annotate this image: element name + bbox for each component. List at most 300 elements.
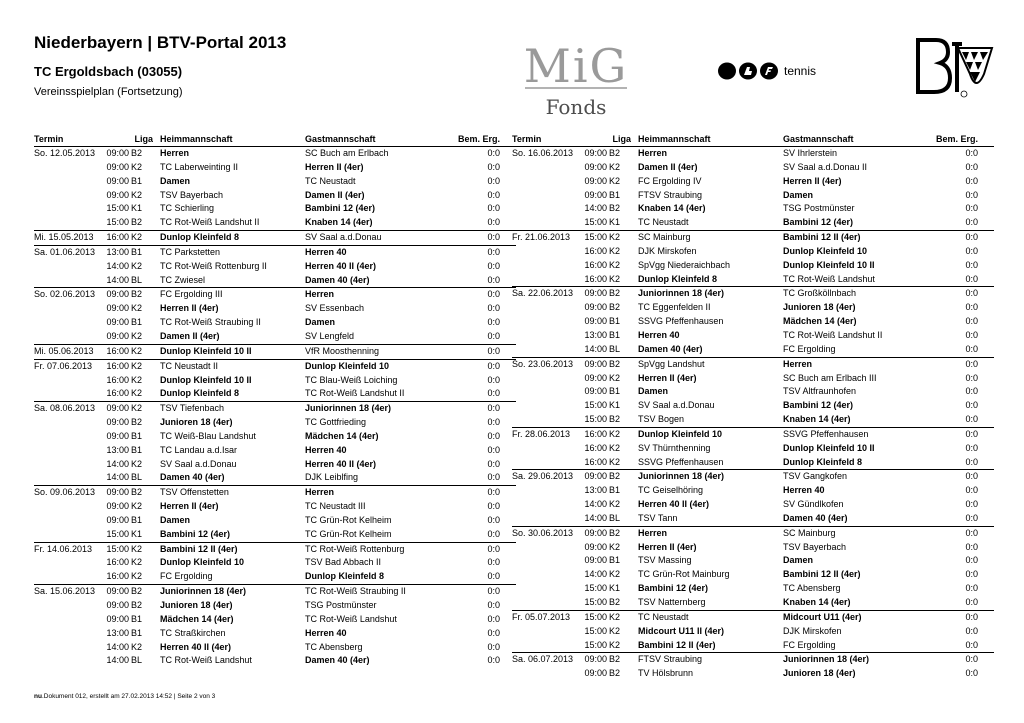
match-time: 09:00 (584, 555, 607, 566)
guest-team: TC Großköllnbach (783, 288, 857, 299)
table-row (512, 541, 994, 555)
mig-fonds-logo (521, 38, 631, 122)
match-time: 14:00 (584, 499, 607, 510)
match-liga: B2 (609, 288, 621, 299)
table-row (34, 584, 516, 599)
table-row (512, 230, 994, 245)
guest-team: SV Saal a.d.Donau (305, 232, 382, 243)
match-result: 0:0 (487, 514, 500, 525)
match-result: 0:0 (487, 189, 500, 200)
match-liga: K2 (609, 569, 621, 580)
match-liga: K2 (131, 161, 143, 172)
match-liga: B1 (609, 386, 621, 397)
footer (34, 693, 215, 700)
table-row (34, 274, 516, 288)
home-team: SV Thürnthenning (638, 442, 711, 453)
match-time: 14:00 (106, 655, 129, 666)
table-row (512, 161, 994, 175)
match-liga: K2 (131, 232, 143, 243)
match-result: 0:0 (487, 246, 500, 257)
match-liga: K2 (609, 372, 621, 383)
match-result: 0:0 (965, 625, 978, 636)
match-liga: K2 (609, 639, 621, 650)
guest-team: SV Essenbach (305, 303, 365, 314)
guest-team: DJK Leiblfing (305, 472, 359, 483)
match-liga: K2 (131, 189, 143, 200)
home-team: SV Saal a.d.Donau (160, 458, 237, 469)
table-row (512, 372, 994, 386)
match-liga: B2 (609, 203, 621, 214)
table-row (512, 427, 994, 442)
home-team: Dunlop Kleinfeld 8 (160, 232, 240, 243)
header-bem-erg: Bem. Erg. (935, 134, 978, 144)
match-date: So. 02.06.2013 (34, 289, 96, 300)
match-liga: K2 (131, 458, 143, 469)
match-time: 09:00 (106, 189, 129, 200)
match-result: 0:0 (487, 501, 500, 512)
page-title: Niederbayern | BTV-Portal 2013 (34, 33, 287, 52)
match-result: 0:0 (965, 161, 978, 172)
home-team: SV Saal a.d.Donau (638, 400, 715, 411)
home-team: FC Ergolding III (160, 289, 223, 300)
match-time: 15:00 (584, 217, 607, 228)
match-time: 13:00 (106, 444, 129, 455)
home-team: TC Straßkirchen (160, 627, 226, 638)
guest-team: SV Gündlkofen (783, 499, 844, 510)
match-liga: B1 (131, 430, 143, 441)
match-result: 0:0 (487, 528, 500, 539)
home-team: SSVG Pfeffenhausen (638, 316, 724, 327)
match-time: 09:00 (584, 386, 607, 397)
match-time: 16:00 (106, 571, 129, 582)
home-team: TC Rot-Weiß Landshut II (160, 217, 260, 228)
home-team: Herren II (4er) (638, 541, 697, 552)
match-date: So. 16.06.2013 (512, 148, 574, 158)
home-team: Midcourt U11 II (4er) (638, 625, 725, 636)
home-team: DJK Mirskofen (638, 245, 697, 256)
guest-team: Herren II (4er) (783, 175, 842, 186)
home-team: Juniorinnen 18 (4er) (638, 288, 725, 299)
match-time: 09:00 (584, 316, 607, 327)
match-result: 0:0 (487, 571, 500, 582)
match-result: 0:0 (487, 148, 500, 158)
match-result: 0:0 (965, 329, 978, 340)
match-liga: B1 (131, 627, 143, 638)
guest-team: TSV Bad Abbach II (305, 557, 382, 568)
table-row (34, 230, 516, 245)
guest-team: Bambini 12 (4er) (783, 400, 854, 411)
match-liga: K2 (609, 232, 621, 243)
guest-team: TSG Postmünster (305, 600, 377, 610)
table-row (34, 458, 516, 472)
header-termin: Termin (34, 134, 64, 144)
match-liga: B1 (131, 175, 143, 186)
home-team: SC Mainburg (638, 232, 691, 243)
match-liga: B1 (609, 555, 621, 566)
match-result: 0:0 (965, 175, 978, 186)
table-row (512, 343, 994, 357)
match-liga: K2 (609, 175, 621, 186)
match-time: 09:00 (584, 372, 607, 383)
table-row (512, 639, 994, 653)
match-result: 0:0 (487, 330, 500, 341)
match-result: 0:0 (487, 175, 500, 186)
match-liga: B2 (609, 597, 621, 607)
match-time: 16:00 (106, 374, 129, 385)
match-liga: K2 (131, 345, 143, 356)
guest-team: TC Neustadt (305, 175, 356, 186)
match-time: 14:00 (584, 343, 607, 354)
match-result: 0:0 (965, 316, 978, 327)
home-team: Mädchen 14 (4er) (160, 613, 234, 624)
match-liga: K1 (131, 203, 143, 214)
home-team: FTSV Straubing (638, 654, 703, 665)
match-time: 09:00 (584, 148, 607, 158)
table-row (34, 570, 516, 584)
home-team: TSV Bogen (638, 414, 685, 425)
match-time: 16:00 (106, 232, 129, 243)
match-date: So. 09.06.2013 (34, 487, 96, 498)
guest-team: Knaben 14 (4er) (305, 217, 373, 228)
match-date: Sa. 06.07.2013 (512, 654, 574, 665)
header-heim: Heimmannschaft (638, 134, 711, 144)
match-result: 0:0 (487, 289, 500, 300)
home-team: Dunlop Kleinfeld 8 (160, 388, 240, 399)
guest-team: Herren 40 (305, 246, 347, 257)
match-result: 0:0 (487, 655, 500, 666)
match-time: 16:00 (584, 245, 607, 256)
table-row (34, 556, 516, 570)
match-result: 0:0 (965, 400, 978, 411)
table-row (34, 260, 516, 274)
guest-team: VfR Moosthenning (305, 345, 380, 356)
match-time: 09:00 (584, 288, 607, 299)
guest-team: TC Abensberg (783, 583, 841, 594)
home-team: Juniorinnen 18 (4er) (638, 471, 725, 482)
guest-team: Herren (783, 358, 813, 369)
match-liga: K2 (131, 303, 143, 314)
table-row (34, 175, 516, 189)
match-liga: B2 (131, 289, 143, 300)
table-row (512, 301, 994, 315)
home-team: TC Landau a.d.Isar (160, 444, 238, 455)
table-row (34, 302, 516, 316)
match-result: 0:0 (487, 458, 500, 469)
match-result: 0:0 (965, 343, 978, 354)
match-liga: B2 (609, 414, 621, 425)
match-result: 0:0 (487, 543, 500, 554)
guest-team: Dunlop Kleinfeld 10 II (783, 259, 875, 270)
table-row (512, 652, 994, 667)
match-result: 0:0 (965, 372, 978, 383)
home-team: TC Eggenfelden II (638, 302, 711, 313)
guest-team: TC Rot-Weiß Landshut (783, 273, 875, 284)
home-team: TV Hölsbrunn (638, 668, 694, 679)
match-liga: K2 (609, 259, 621, 270)
table-row (512, 512, 994, 526)
match-result: 0:0 (965, 668, 978, 679)
home-team: Dunlop Kleinfeld 8 (638, 273, 718, 284)
match-result: 0:0 (965, 259, 978, 270)
guest-team: SV Ihrlerstein (783, 148, 838, 158)
match-liga: K2 (131, 330, 143, 341)
match-result: 0:0 (487, 641, 500, 652)
match-liga: B2 (131, 586, 143, 597)
match-result: 0:0 (965, 485, 978, 496)
guest-team: Mädchen 14 (4er) (305, 430, 379, 441)
table-row (512, 315, 994, 329)
table-row (512, 329, 994, 343)
guest-team: Bambini 12 II (4er) (783, 569, 861, 580)
table-row (512, 399, 994, 413)
match-date: Fr. 14.06.2013 (34, 543, 93, 554)
table-row (34, 471, 516, 485)
table-row (512, 469, 994, 484)
match-liga: K1 (609, 217, 621, 228)
guest-team: TC Gottfrieding (305, 417, 367, 428)
match-liga: K2 (131, 543, 143, 554)
match-time: 09:00 (106, 289, 129, 300)
match-time: 15:00 (106, 203, 129, 214)
home-team: TC Geiselhöring (638, 485, 704, 496)
match-result: 0:0 (487, 627, 500, 638)
match-liga: BL (131, 274, 143, 285)
guest-team: Damen 40 (4er) (783, 512, 848, 523)
btv-logo (914, 34, 994, 106)
match-time: 13:00 (584, 485, 607, 496)
footer-brand: nu (34, 693, 42, 700)
guest-team: SC Buch am Erlbach III (783, 372, 877, 383)
match-time: 14:00 (584, 569, 607, 580)
home-team: Damen (160, 175, 191, 186)
match-time: 09:00 (584, 654, 607, 665)
match-liga: B2 (131, 600, 143, 610)
table-row (34, 500, 516, 514)
match-result: 0:0 (487, 303, 500, 314)
table-row (512, 568, 994, 582)
header-liga: Liga (612, 134, 631, 144)
page-subtitle: Vereinsspielplan (Fortsetzung) (34, 86, 183, 98)
match-time: 15:00 (584, 583, 607, 594)
match-time: 16:00 (584, 456, 607, 467)
match-liga: B1 (131, 514, 143, 525)
guest-team: Mädchen 14 (4er) (783, 316, 857, 327)
match-result: 0:0 (965, 512, 978, 523)
match-liga: B1 (609, 189, 621, 200)
match-result: 0:0 (965, 245, 978, 256)
match-time: 15:00 (584, 597, 607, 607)
match-result: 0:0 (965, 148, 978, 158)
table-row (512, 456, 994, 470)
home-team: Herren 40 II (4er) (638, 499, 710, 510)
home-team: Bambini 12 II (4er) (638, 639, 716, 650)
guest-team: Juniorinnen 18 (4er) (783, 654, 870, 665)
home-team: Damen 40 (4er) (638, 343, 703, 354)
match-time: 09:00 (106, 501, 129, 512)
match-time: 15:00 (584, 639, 607, 650)
home-team: Damen 40 (4er) (160, 472, 225, 483)
home-team: FTSV Straubing (638, 189, 703, 200)
home-team: TC Rot-Weiß Straubing II (160, 317, 261, 328)
match-result: 0:0 (965, 654, 978, 665)
home-team: TSV Tiefenbach (160, 403, 225, 414)
table-row (512, 385, 994, 399)
match-result: 0:0 (965, 499, 978, 510)
match-liga: K2 (609, 625, 621, 636)
match-result: 0:0 (965, 189, 978, 200)
table-row (34, 416, 516, 430)
home-team: Knaben 14 (4er) (638, 203, 706, 214)
match-liga: BL (131, 472, 143, 483)
match-liga: B2 (609, 471, 621, 482)
schedule-column-left (34, 133, 516, 668)
table-row (512, 610, 994, 625)
fonds-logo-text: Fonds (545, 95, 607, 119)
match-liga: B1 (131, 444, 143, 455)
match-result: 0:0 (965, 583, 978, 594)
home-team: TC Parkstetten (160, 246, 221, 257)
match-result: 0:0 (487, 444, 500, 455)
match-time: 16:00 (106, 388, 129, 399)
guest-team: Bambini 12 II (4er) (783, 232, 861, 243)
match-result: 0:0 (965, 428, 978, 439)
header-gast: Gastmannschaft (783, 134, 854, 144)
guest-team: Herren (305, 487, 335, 498)
match-time: 16:00 (584, 428, 607, 439)
match-result: 0:0 (487, 374, 500, 385)
table-row (512, 245, 994, 259)
match-time: 15:00 (106, 217, 129, 228)
match-liga: K2 (609, 541, 621, 552)
match-result: 0:0 (487, 360, 500, 371)
table-header (512, 133, 994, 147)
match-result: 0:0 (965, 639, 978, 650)
table-row (512, 526, 994, 541)
match-date: Mi. 15.05.2013 (34, 232, 94, 243)
match-time: 09:00 (106, 303, 129, 314)
header-gast: Gastmannschaft (305, 134, 376, 144)
table-row (34, 485, 516, 500)
guest-team: Damen 40 (4er) (305, 274, 370, 285)
home-team: Damen II (4er) (160, 330, 220, 341)
table-row (34, 189, 516, 203)
match-time: 09:00 (584, 161, 607, 172)
match-time: 14:00 (106, 641, 129, 652)
match-liga: B2 (131, 487, 143, 498)
home-team: TC Neustadt (638, 217, 689, 228)
table-row (512, 273, 994, 287)
match-result: 0:0 (487, 600, 500, 610)
table-row (34, 245, 516, 260)
match-time: 16:00 (106, 557, 129, 568)
match-result: 0:0 (965, 597, 978, 607)
guest-team: SV Saal a.d.Donau II (783, 161, 868, 172)
match-liga: K2 (609, 442, 621, 453)
match-liga: K2 (609, 428, 621, 439)
match-liga: K2 (609, 456, 621, 467)
header-termin: Termin (512, 134, 542, 144)
match-liga: BL (609, 343, 621, 354)
match-time: 09:00 (584, 541, 607, 552)
home-team: TSV Bayerbach (160, 189, 224, 200)
match-time: 15:00 (584, 400, 607, 411)
match-liga: K2 (131, 360, 143, 371)
match-result: 0:0 (965, 569, 978, 580)
table-row (512, 147, 994, 161)
guest-team: FC Ergolding (783, 639, 836, 650)
home-team: TC Neustadt II (160, 360, 219, 371)
match-result: 0:0 (487, 586, 500, 597)
match-time: 15:00 (584, 611, 607, 622)
table-row (34, 147, 516, 161)
guest-team: Midcourt U11 (4er) (783, 611, 862, 622)
match-time: 09:00 (106, 148, 129, 158)
table-row (512, 259, 994, 273)
guest-team: Junioren 18 (4er) (783, 668, 856, 679)
footer-text: .Dokument 012, erstellt am 27.02.2013 14:52 | Seite 2 von 3 (41, 693, 216, 700)
home-team: Herren (160, 148, 190, 158)
match-time: 09:00 (106, 600, 129, 610)
match-time: 09:00 (106, 514, 129, 525)
guest-team: Damen II (4er) (305, 189, 365, 200)
home-team: Herren (638, 527, 668, 538)
guest-team: Herren 40 II (4er) (305, 458, 377, 469)
guest-team: Junioren 18 (4er) (783, 302, 856, 313)
table-row (34, 216, 516, 230)
home-team: TC Neustadt (638, 611, 689, 622)
match-result: 0:0 (965, 471, 978, 482)
match-liga: B1 (609, 485, 621, 496)
table-row (34, 514, 516, 528)
guest-team: Knaben 14 (4er) (783, 414, 851, 425)
guest-team: TC Grün-Rot Kelheim (305, 514, 392, 525)
match-time: 09:00 (106, 161, 129, 172)
match-result: 0:0 (487, 317, 500, 328)
club-name: TC Ergoldsbach (03055) (34, 64, 183, 79)
match-liga: K1 (131, 528, 143, 539)
table-row (34, 161, 516, 175)
table-row (34, 287, 516, 302)
guest-team: Dunlop Kleinfeld 10 (783, 245, 868, 256)
match-liga: B2 (131, 417, 143, 428)
table-row (512, 189, 994, 203)
match-date: Fr. 05.07.2013 (512, 611, 571, 622)
home-team: FC Ergolding (160, 571, 213, 582)
match-result: 0:0 (487, 417, 500, 428)
home-team: FC Ergolding IV (638, 175, 702, 186)
match-liga: B2 (609, 527, 621, 538)
header-liga: Liga (134, 134, 153, 144)
table-row (512, 202, 994, 216)
match-time: 09:00 (106, 613, 129, 624)
guest-team: Damen (305, 317, 336, 328)
match-time: 16:00 (584, 259, 607, 270)
match-result: 0:0 (965, 456, 978, 467)
guest-team: FC Ergolding (783, 343, 836, 354)
match-result: 0:0 (487, 472, 500, 483)
guest-team: Damen (783, 189, 814, 200)
match-time: 14:00 (106, 274, 129, 285)
table-row (34, 374, 516, 388)
home-team: Damen (160, 514, 191, 525)
match-liga: K1 (609, 400, 621, 411)
match-result: 0:0 (487, 403, 500, 414)
guest-team: TC Abensberg (305, 641, 363, 652)
match-liga: K2 (609, 499, 621, 510)
mig-logo-text: MiG (523, 39, 629, 93)
match-time: 16:00 (584, 442, 607, 453)
table-row (34, 359, 516, 374)
